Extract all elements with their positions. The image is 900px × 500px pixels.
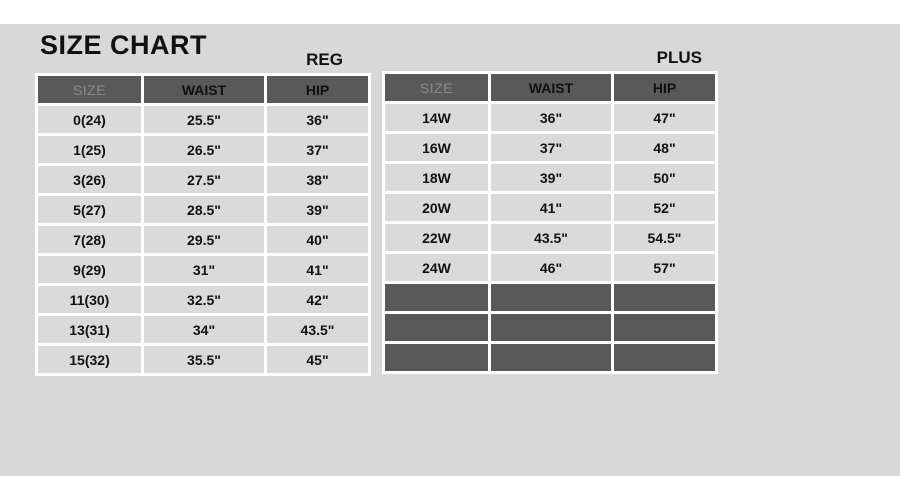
cell-size: 20W xyxy=(385,194,488,221)
cell-size: 24W xyxy=(385,254,488,281)
cell-size: 14W xyxy=(385,104,488,131)
table-row xyxy=(385,164,715,191)
plus-table-header xyxy=(385,74,715,101)
cell-waist: 41" xyxy=(491,194,611,221)
plus-table-label: PLUS xyxy=(656,48,702,67)
table-row xyxy=(38,196,368,223)
cell-waist: 29.5" xyxy=(144,226,264,253)
cell-hip: 38" xyxy=(267,166,368,193)
reg-size-table xyxy=(35,73,371,376)
cell-waist: 43.5" xyxy=(491,224,611,251)
cell-size: 16W xyxy=(385,134,488,161)
empty-cell xyxy=(491,284,611,311)
cell-size: 18W xyxy=(385,164,488,191)
reg-table-label: REG xyxy=(306,50,343,69)
cell-waist: 27.5" xyxy=(144,166,264,193)
column-header-waist: WAIST xyxy=(144,76,264,103)
table-row xyxy=(38,256,368,283)
cell-hip: 57" xyxy=(614,254,715,281)
table-row xyxy=(385,134,715,161)
empty-filler-row xyxy=(385,284,715,311)
empty-cell xyxy=(385,284,488,311)
empty-cell xyxy=(614,314,715,341)
cell-hip: 45" xyxy=(267,346,368,373)
size-chart-panel xyxy=(0,24,900,476)
cell-waist: 36" xyxy=(491,104,611,131)
cell-hip: 41" xyxy=(267,256,368,283)
empty-filler-row xyxy=(385,314,715,341)
cell-waist: 32.5" xyxy=(144,286,264,313)
column-header-hip: HIP xyxy=(614,74,715,101)
table-row xyxy=(38,226,368,253)
reg-table-body xyxy=(38,106,368,373)
table-row xyxy=(38,106,368,133)
table-row xyxy=(385,104,715,131)
table-row xyxy=(38,136,368,163)
empty-cell xyxy=(614,344,715,371)
page-title: SIZE CHART xyxy=(40,30,207,60)
column-header-hip: HIP xyxy=(267,76,368,103)
cell-waist: 37" xyxy=(491,134,611,161)
table-row xyxy=(385,254,715,281)
cell-waist: 34" xyxy=(144,316,264,343)
cell-size: 5(27) xyxy=(38,196,141,223)
cell-hip: 40" xyxy=(267,226,368,253)
cell-waist: 28.5" xyxy=(144,196,264,223)
empty-cell xyxy=(385,344,488,371)
cell-hip: 47" xyxy=(614,104,715,131)
cell-waist: 46" xyxy=(491,254,611,281)
empty-cell xyxy=(491,344,611,371)
cell-hip: 42" xyxy=(267,286,368,313)
cell-size: 0(24) xyxy=(38,106,141,133)
cell-size: 1(25) xyxy=(38,136,141,163)
cell-waist: 35.5" xyxy=(144,346,264,373)
empty-filler-row xyxy=(385,344,715,371)
plus-table-body xyxy=(385,104,715,371)
cell-waist: 26.5" xyxy=(144,136,264,163)
cell-size: 9(29) xyxy=(38,256,141,283)
table-row xyxy=(38,166,368,193)
empty-cell xyxy=(491,314,611,341)
empty-cell xyxy=(385,314,488,341)
reg-table-header xyxy=(38,76,368,103)
cell-hip: 37" xyxy=(267,136,368,163)
cell-hip: 48" xyxy=(614,134,715,161)
cell-size: 7(28) xyxy=(38,226,141,253)
cell-size: 15(32) xyxy=(38,346,141,373)
cell-hip: 50" xyxy=(614,164,715,191)
cell-hip: 36" xyxy=(267,106,368,133)
cell-waist: 39" xyxy=(491,164,611,191)
table-row xyxy=(38,346,368,373)
plus-size-table xyxy=(382,71,718,374)
column-header-size: SIZE xyxy=(38,76,141,103)
empty-cell xyxy=(614,284,715,311)
column-header-waist: WAIST xyxy=(491,74,611,101)
header-row xyxy=(38,76,368,103)
cell-hip: 52" xyxy=(614,194,715,221)
cell-size: 3(26) xyxy=(38,166,141,193)
cell-hip: 39" xyxy=(267,196,368,223)
plus-table-section xyxy=(382,47,718,374)
cell-hip: 43.5" xyxy=(267,316,368,343)
header-row xyxy=(385,74,715,101)
table-row xyxy=(385,194,715,221)
cell-waist: 31" xyxy=(144,256,264,283)
table-row xyxy=(38,316,368,343)
cell-size: 13(31) xyxy=(38,316,141,343)
cell-hip: 54.5" xyxy=(614,224,715,251)
cell-size: 22W xyxy=(385,224,488,251)
column-header-size: SIZE xyxy=(385,74,488,101)
cell-size: 11(30) xyxy=(38,286,141,313)
reg-table-section xyxy=(35,49,371,376)
table-row xyxy=(385,224,715,251)
table-row xyxy=(38,286,368,313)
cell-waist: 25.5" xyxy=(144,106,264,133)
